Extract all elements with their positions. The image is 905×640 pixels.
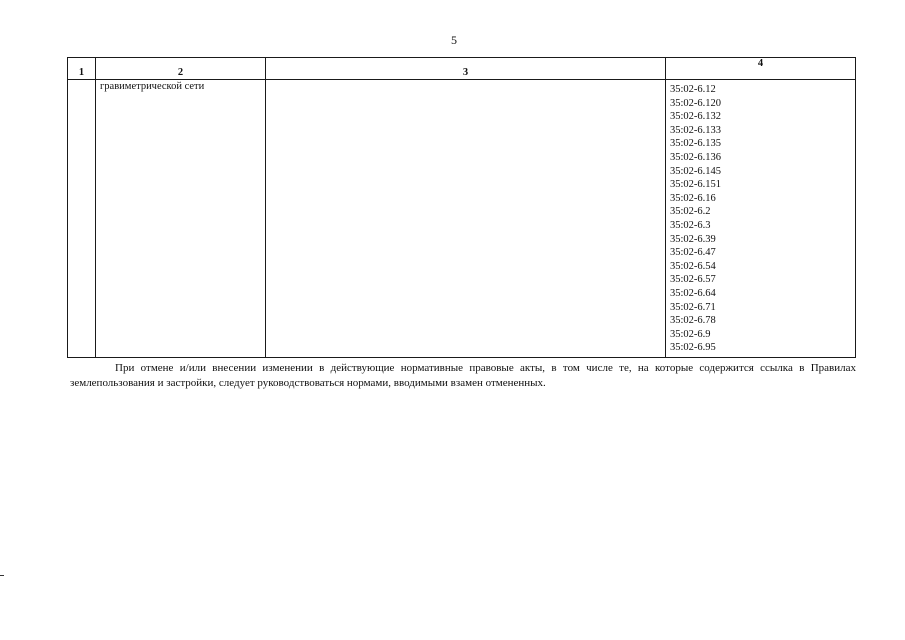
column-header-3: 3 [266, 58, 666, 80]
cadastral-code: 35:02-6.120 [670, 97, 722, 109]
footnote-paragraph: При отмене и/или внесении изменении в действующие нормативные правовые акты, в том числе те, на которые содержится ссылка в Правилах землепользования и застройки, следует руководствоваться нормами, вводимыми взамен отмененных. [70, 362, 856, 389]
cadastral-code: 35:02-6.95 [670, 342, 716, 354]
cadastral-code: 35:02-6.136 [670, 151, 722, 163]
cadastral-code: 35:02-6.133 [670, 124, 722, 136]
column-header-4: 4 [666, 58, 856, 80]
cadastral-code: 35:02-6.132 [670, 111, 722, 123]
cadastral-code: 35:02-6.9 [670, 328, 711, 340]
cadastral-code-list [666, 80, 855, 357]
cell-col3 [266, 80, 666, 358]
column-header-2: 2 [96, 58, 266, 80]
cadastral-code: 35:02-6.3 [670, 219, 711, 231]
cadastral-code: 35:02-6.16 [670, 192, 716, 204]
cadastral-code: 35:02-6.145 [670, 165, 722, 177]
cadastral-code: 35:02-6.71 [670, 301, 716, 313]
cadastral-code: 35:02-6.2 [670, 206, 711, 218]
cadastral-code: 35:02-6.135 [670, 138, 722, 150]
page-number: 5 [451, 33, 457, 47]
cadastral-code: 35:02-6.12 [670, 84, 716, 95]
cadastral-code: 35:02-6.151 [670, 179, 722, 191]
document-table [67, 57, 856, 358]
column-header-1: 1 [68, 58, 96, 80]
cell-col4 [666, 80, 856, 358]
cadastral-code: 35:02-6.57 [670, 274, 716, 286]
cadastral-code: 35:02-6.47 [670, 247, 716, 259]
object-description: гравиметрической сети [100, 81, 205, 92]
scan-edge-mark [0, 575, 4, 576]
cadastral-code: 35:02-6.78 [670, 315, 716, 327]
cell-col2 [96, 80, 266, 358]
cadastral-code: 35:02-6.64 [670, 287, 716, 299]
cadastral-code: 35:02-6.54 [670, 260, 716, 272]
cell-col1 [68, 80, 96, 358]
cadastral-code: 35:02-6.39 [670, 233, 716, 245]
table-row [68, 80, 856, 358]
